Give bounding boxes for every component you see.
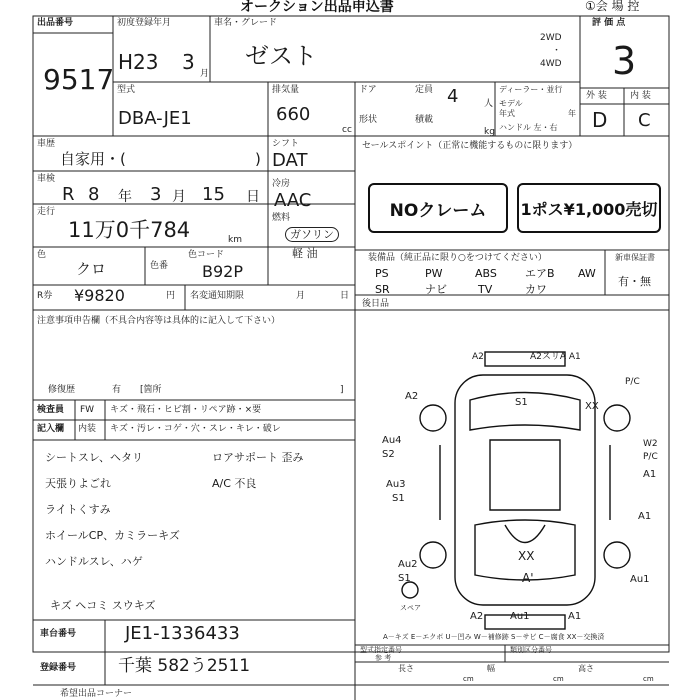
shift-value: DAT [272,150,308,171]
diagram-mark: S2 [382,449,395,460]
inspection-month-unit: 月 [172,189,186,205]
fuel-alt: 軽 油 [292,247,318,260]
interior-items: キズ・汚レ・コゲ・穴・スレ・キレ・破レ [110,424,281,434]
equip-pw: PW [425,267,443,280]
owner-value: 自家用・( [60,150,126,168]
name-change-label: 名変通知期限 [190,291,245,301]
diagram-mark: XX [585,401,599,412]
chassis-label: 車台番号 [40,629,77,639]
diagram-mark: A2スリA A1 [530,352,581,362]
recycle-value: ¥9820 [74,286,125,305]
repair-close: ] [340,385,344,395]
diagram-mark: W2 [643,439,658,449]
remark-right-1: ロアサポート 歪み [212,451,304,464]
handle-label: ハンドル 左・右 [499,123,558,132]
ref-label: 参 考 [375,654,392,662]
recycle-unit: 円 [166,291,176,301]
door-label: ドア [359,85,377,95]
drive-2wd: 2WD [540,33,562,43]
inspector-record-label: 記入欄 [37,424,65,434]
year-label: 年式 [499,109,515,118]
registration-year: H23 [118,50,159,74]
equip-abs: ABS [475,267,497,280]
diagram-mark: S1 [392,493,405,504]
remark-4: ホイールCP、カミラーキズ [45,529,180,542]
width-label: 幅 [487,664,495,673]
diagram-mark: A1 [638,511,652,522]
spare-label: スペア [400,604,421,612]
fuel-label: 燃料 [272,213,291,223]
displacement-value: 660 [276,104,311,125]
grade-label: 評 価 点 [592,18,626,28]
color-label: 色 [37,250,47,260]
diagram-mark: A1 [643,469,657,480]
year-unit: 年 [568,109,576,118]
mileage-label: 走行 [37,207,56,217]
name-change-day: 日 [340,291,350,301]
footer-label: 希望出品コーナー [60,689,133,699]
diagram-mark: Au3 [386,479,406,490]
remark-5: ハンドルスレ、ハゲ [45,555,143,568]
remark-6: キズ ヘコミ スウキズ [50,599,156,612]
inspection-day-unit: 日 [246,189,260,205]
grade-score: 3 [612,39,637,83]
inspection-era: R [62,184,75,205]
diagram-mark: Au1 [510,611,530,622]
interior-grade: C [638,110,651,131]
person-unit: 人 [484,99,494,109]
color-code-label: 色コード [188,250,225,260]
warranty-value: 有・無 [618,275,651,288]
inspector-label: 検査員 [37,405,65,415]
fuel-value: ガソリン [285,227,339,242]
remark-1: シートスレ、ヘタリ [45,451,144,464]
mileage-value: 11万0千784 [68,218,191,242]
car-diagram [402,352,630,629]
car-name: ゼスト [245,42,317,70]
registration-month: 3 [182,50,195,74]
diagram-mark: XX [518,549,535,563]
equip-leather: カワ [525,283,547,296]
equip-ps: PS [375,267,389,280]
model-year-label: モデル [499,99,523,108]
color-number-label: 色番 [150,261,169,271]
fw-label: FW [80,405,95,415]
remark-2: 天張りよごれ [45,477,111,490]
repair-history-label: 修復歴 [48,385,76,395]
drive-4wd: 4WD [540,59,562,69]
diagram-mark: A1 [568,611,582,622]
diagram-mark: Au1 [630,574,650,585]
equip-tv: TV [478,283,493,296]
diagram-mark: P/C [643,452,658,462]
repair-history-value: 有 [112,385,122,395]
first-registration-label: 初度登録年月 [117,18,172,28]
inspection-year-unit: 年 [118,189,132,205]
exterior-grade: D [592,108,608,132]
warranty-label: 新車保証書 [615,253,655,262]
equip-sr: SR [375,283,390,296]
notes-label: 注意事項申告欄（不具合内容等は具体的に記入して下さい） [37,316,281,326]
interior-label: 内 装 [630,91,651,101]
mileage-unit: km [228,235,242,245]
seat-value: 4 [447,86,459,107]
type-designation-label: 型式指定番号 [360,646,402,654]
exterior-label: 外 装 [586,91,607,101]
shape-label: 形状 [359,115,378,125]
plate-number: 千葉 582う2511 [118,656,251,676]
equip-airbag: エアB [525,267,555,280]
rear-items-label: 後日品 [362,299,390,309]
diagram-mark: P/C [625,377,640,387]
diagram-mark: A2 [472,352,484,362]
sales-point-label: セールスポイント（正常に機能するものに限ります） [362,141,578,151]
displacement-label: 排気量 [272,85,300,95]
shift-label: シフト [272,139,300,149]
venue-label: ①会 場 控 [585,0,640,13]
owner-label: 車歴 [37,139,56,149]
cc-unit: cc [342,125,352,135]
seat-label: 定員 [415,85,434,95]
load-label: 積載 [415,115,434,125]
owner-close: ) [255,150,261,168]
ac-label: 冷房 [272,179,291,189]
cm-unit: cm [463,675,474,683]
diagram-mark: S1 [515,397,528,408]
equip-navi: ナビ [425,283,447,296]
inspection-label: 車検 [37,174,56,184]
diagram-mark: S1 [398,573,411,584]
car-name-label: 車名・グレード [214,18,278,28]
model-type-value: DBA-JE1 [118,108,192,129]
recycle-label: R券 [37,291,53,301]
diagram-mark: Au4 [382,435,402,446]
dealer-label: ディーラー・並行 [499,85,563,94]
diagram-mark: A' [522,571,534,585]
damage-legend: A－キズ E－エクボ U－凹み W－補修跡 S－サビ C－腐食 XX－交換済 [383,633,605,641]
kg-unit: kg [484,127,495,137]
cm-unit: cm [643,675,654,683]
drive-dot: ・ [552,46,562,56]
class-number-label: 類別区分番号 [510,646,552,654]
diagram-mark: A2 [470,611,484,622]
interior-row-label: 内装 [78,424,97,434]
model-type-label: 型式 [117,85,136,95]
fw-items: キズ・飛石・ヒビ割・リペア跡・×要 [110,405,262,415]
price-stamp: 1ポス¥1,000売切 [517,183,661,233]
diagram-mark: Au2 [398,559,418,570]
no-claim-stamp: NOクレーム [368,183,508,233]
height-label: 高さ [578,664,594,673]
inspection-day: 15 [202,184,225,205]
color-code-value: B92P [202,262,243,281]
lot-number-label: 出品番号 [37,18,74,28]
inspection-month: 3 [150,184,162,205]
equipment-label: 装備品（純正品に限り○をつけてください） [368,253,547,263]
length-label: 長さ [398,664,414,673]
diagram-mark: A2 [405,391,419,402]
repair-place: [箇所 [140,385,162,395]
header-title: オークション出品申込書 [240,0,394,15]
plate-label: 登録番号 [40,663,77,673]
equip-aw: AW [578,267,596,280]
remark-3: ライトくすみ [45,503,111,516]
month-unit: 月 [200,69,210,79]
name-change-month: 月 [296,291,306,301]
ac-value: AAC [274,190,312,211]
color-value: クロ [76,260,107,278]
chassis-number: JE1-1336433 [125,623,240,644]
cm-unit: cm [553,675,564,683]
lot-number: 9517 [43,63,115,96]
remark-right-2: A/C 不良 [212,477,257,490]
inspection-year: 8 [88,184,100,205]
